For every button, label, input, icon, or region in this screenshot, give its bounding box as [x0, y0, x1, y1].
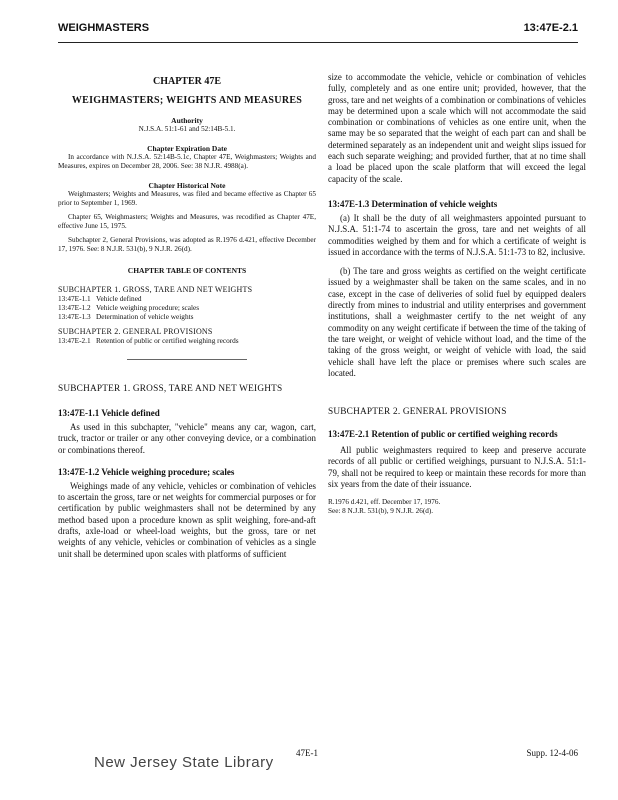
toc-entry: 13:47E-1.2 Vehicle weighing procedure; scales [58, 303, 200, 312]
section-1-2-continued: size to accommodate the vehicle, vehicle or combination of vehicles fully, completely and as one entire unit; provided, however, that the gross, tare and net weights of a combination or combinations of vehicles may be determined upon a scale which will not accommodate the said combination or combinations of vehicles as one entire unit, when the same may be so separated that the weight of each part can and shall be determined separately as an independent unit and weight slips issued for each such separate weighing; and provided further, that at no time shall a load be placed upon the scale platform that will exceed the legal capacity of the scale. [328, 72, 586, 184]
section-2-1-history-1: R.1976 d.421, eff. December 17, 1976. [328, 498, 441, 507]
chapter-number: CHAPTER 47E [152, 76, 222, 87]
history-note-2: Chapter 65, Weighmasters; Weights and Measures, was recodified as Chapter 47E, effective June 15, 1975. [58, 213, 316, 230]
section-2-1-heading: 13:47E-2.1 Retention of public or certified weighing records [328, 429, 558, 440]
toc-subchapter-2: SUBCHAPTER 2. GENERAL PROVISIONS [58, 327, 213, 336]
left-column [58, 58, 316, 560]
history-note-1: Weighmasters; Weights and Measures, was filed and became effective as Chapter 65 prior to September 1, 1969. [58, 190, 316, 207]
toc-entry: 13:47E-1.3 Determination of vehicle weights [58, 312, 194, 321]
divider [127, 359, 247, 360]
section-1-1-text: As used in this subchapter, "vehicle" means any car, wagon, cart, truck, tractor or trailer or any other conveying device, or a combination or combinations thereof. [58, 422, 316, 455]
toc-entry: 13:47E-1.1 Vehicle defined [58, 294, 142, 303]
history-heading: Chapter Historical Note [148, 181, 226, 190]
right-column [328, 72, 586, 516]
section-1-1-heading: 13:47E-1.1 Vehicle defined [58, 408, 160, 418]
header-section: 13:47E-2.1 [523, 22, 578, 34]
authority-heading: Authority [171, 116, 203, 125]
library-watermark: New Jersey State Library [94, 754, 274, 771]
section-1-3-a: (a) It shall be the duty of all weighmasters appointed pursuant to N.J.S.A. 51:1-74 to ascertain the gross, tare and net weights of all commodities weighed by them and for which a certificate of weight is issued in accordance with the terms of N.J.S.A. 51:1-73 to 82, inclusive. [328, 212, 586, 257]
toc-subchapter-1: SUBCHAPTER 1. GROSS, TARE AND NET WEIGHTS [58, 285, 253, 294]
subchapter-2-heading: SUBCHAPTER 2. GENERAL PROVISIONS [328, 407, 507, 418]
subchapter-1-heading: SUBCHAPTER 1. GROSS, TARE AND NET WEIGHTS [58, 384, 283, 394]
section-2-1-text: All public weighmasters required to keep and preserve accurate records of all public or certified weighings, pursuant to N.J.S.A. 51:1-79, shall not be required to keep or maintain these records for more than six years from the date of their issuance. [328, 445, 586, 490]
section-1-3-heading: 13:47E-1.3 Determination of vehicle weights [328, 198, 498, 209]
section-2-1-history-2: See: 8 N.J.R. 531(b), 9 N.J.R. 26(d). [328, 507, 434, 516]
toc-entry: 13:47E-2.1 Retention of public or certified weighing records [58, 336, 239, 345]
expiration-text: In accordance with N.J.S.A. 52:14B-5.1c, Chapter 47E, Weighmasters; Weights and Measures, expires on December 28, 2006. See: 38 N.J.R. 4988(a). [58, 153, 316, 170]
supplement-date: Supp. 12-4-06 [526, 748, 578, 758]
expiration-heading: Chapter Expiration Date [147, 144, 227, 153]
running-header [58, 22, 578, 38]
authority-text: N.J.S.A. 51:1-61 and 52:14B-5.1. [138, 125, 236, 133]
toc-heading: CHAPTER TABLE OF CONTENTS [127, 266, 247, 275]
section-1-3-b: (b) The tare and gross weights as certified on the weight certificate issued by a weighmaster shall be taken on the same scales, and in no case, except in the case of deliveries of solid fuel by equipped dealers directly from mines to industrial and utility enterprises and government institutions, shall a weighmaster certify to the net weight of any commodity on any weight certificate if between the time of the taking of the tare weight, or weight of vehicle without load, and the time of the taking of the gross weight, or weight of vehicle with load, the said vehicle shall have left the place or premises where such scales are located. [328, 266, 586, 378]
header-title: WEIGHMASTERS [58, 22, 150, 34]
page-number: 47E-1 [296, 748, 318, 758]
header-rule [58, 42, 578, 43]
chapter-title: WEIGHMASTERS; WEIGHTS AND MEASURES [71, 95, 303, 106]
history-note-3: Subchapter 2, General Provisions, was adopted as R.1976 d.421, effective December 17, 1976. See: 8 N.J.R. 531(b), 9 N.J.R. 26(d). [58, 236, 316, 253]
section-1-2-text: Weighings made of any vehicle, vehicles or combination of vehicles to ascertain the gross, tare or net weights for commercial purposes or for certification by public weighmasters shall not be determined by any method based upon a procedure known as split weighing, fore-and-aft drafts, axle-load or wheel-load weights, but the gross, tare or net weights of any vehicle, vehicles or combination of vehicles as a single unit shall be determined upon scales with platforms of sufficient [58, 480, 316, 559]
section-1-2-heading: 13:47E-1.2 Vehicle weighing procedure; scales [58, 466, 235, 477]
